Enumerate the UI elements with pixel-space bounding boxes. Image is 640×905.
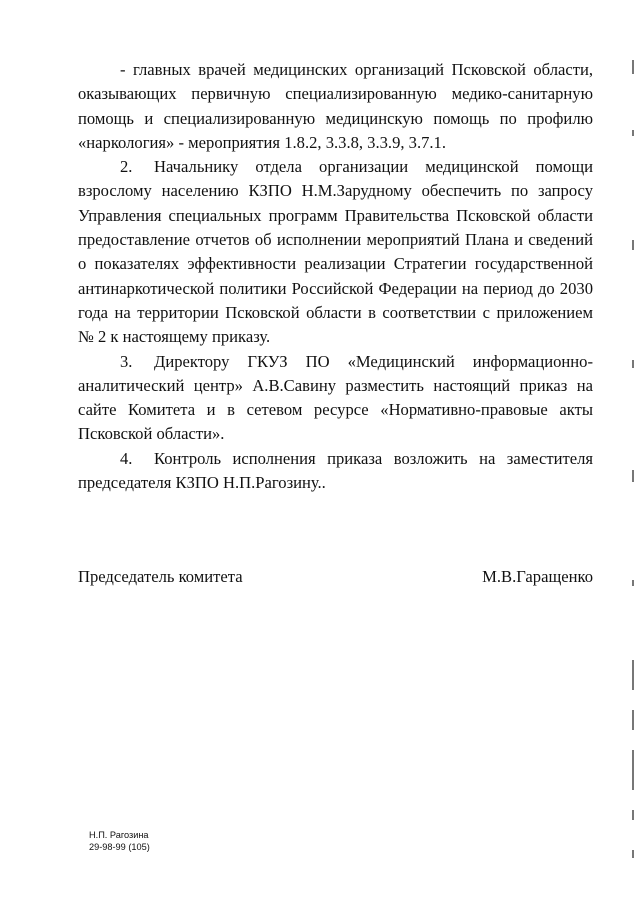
document-body <box>78 58 593 495</box>
paragraph-2 <box>78 155 593 349</box>
paragraph-1 <box>78 58 593 155</box>
paragraph-3-number: 3. <box>120 351 133 371</box>
paragraph-1-text: - главных врачей медицинских организаций Псковской области, оказывающих первичную специализированную медико-санитарную помощь и специализированную медицинскую помощь по профилю «наркология» - мероприятия 1.8.2, 3.3.8, 3.3.9, 3.7.1. <box>78 60 593 152</box>
executor-name: Н.П. Рагозина <box>89 830 149 840</box>
paragraph-4-number: 4. <box>120 448 133 468</box>
scan-edge-marks <box>632 60 636 880</box>
paragraph-3-text: Директору ГКУЗ ПО «Медицинский информационно-аналитический центр» А.В.Савину разместить настоящий приказ на сайте Комитета и в сетевом ресурсе «Нормативно-правовые акты Псковской области». <box>78 351 593 444</box>
paragraph-2-number: 2. <box>120 157 133 177</box>
executor-footer <box>89 829 150 853</box>
signature-block <box>78 566 593 588</box>
paragraph-3 <box>78 350 593 447</box>
paragraph-4-text: Контроль исполнения приказа возложить на заместителя председателя КЗПО Н.П.Рагозину.. <box>78 448 593 493</box>
executor-phone: 29-98-99 (105) <box>89 842 150 852</box>
signatory-name: М.В.Гаращенко <box>482 567 593 586</box>
paragraph-4 <box>78 447 593 496</box>
paragraph-2-text: Начальнику отдела организации медицинской помощи взрослому населению КЗПО Н.М.Зарудному обеспечить по запросу Управления специальных программ Правительства Псковской области предоставление отчетов об исполнении мероприятий Плана и сведений о показателях эффективности реализации Стратегии государственной антинаркотической политики Российской Федерации на период до 2030 года на территории Псковской области в соответствии с приложением № 2 к настоящему приказу. <box>78 157 593 347</box>
signatory-position: Председатель комитета <box>78 567 243 586</box>
